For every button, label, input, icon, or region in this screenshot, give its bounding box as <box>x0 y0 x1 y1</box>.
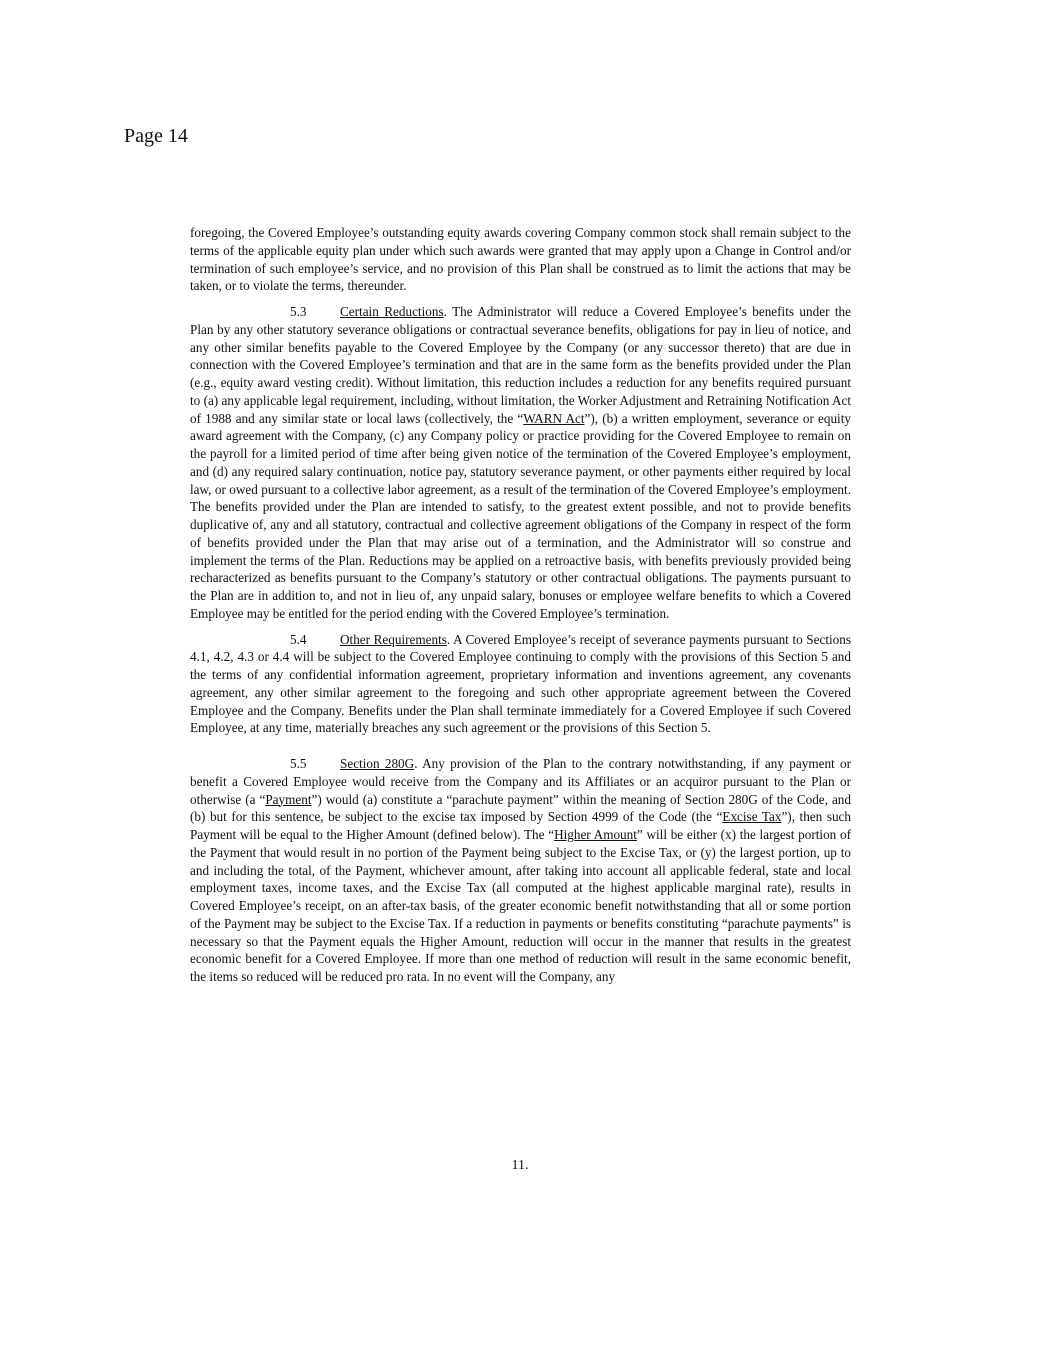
defined-term: Payment <box>265 791 312 807</box>
section-title: Other Requirements <box>340 631 447 647</box>
section-number: 5.4 <box>290 631 307 647</box>
section-text: ”) would (a) constitute a “parachute payment” within the meaning of Section 280G of the Code, and (b) but for this sentence, be subject to the excise tax imposed by Section 4999 of the Code (the “ <box>190 791 851 825</box>
document-body <box>190 224 851 994</box>
section-number: 5.5 <box>290 756 307 771</box>
defined-term: WARN Act <box>523 410 585 426</box>
section-5-4 <box>190 631 851 738</box>
section-text: ”), then such Payment will be equal to the Higher Amount (defined below). The “ <box>190 809 851 842</box>
section-text: . The Administrator will reduce a Covered Employee’s benefits under the Plan by any other statutory severance obligations or contractual severance benefits, obligations for pay in lieu of notice, and any other similar benefits payable to the Covered Employee by the Company (or any successor thereto) that are due in connection with the Covered Employee’s termination and that are in the same form as the benefits provided under the Plan (e.g., equity award vesting credit). Without limitation, this reduction includes a reduction for any benefits required pursuant to (a) any applicable legal requirement, including, without limitation, the Worker Adjustment and Retraining Notification Act of 1988 and any similar state or local laws (collectively, the “ <box>190 304 851 426</box>
section-text: ”), (b) a written employment, severance or equity award agreement with the Company, (c) any Company policy or practice providing for the Covered Employee to remain on the payroll for a limited period of time after being given notice of the termination of the Covered Employee’s employment, and (d) any required salary continuation, notice pay, statutory severance payment, or other payments either required by local law, or owed pursuant to a collective labor agreement, as a result of the termination of the Covered Employee’s employment. The benefits provided under the Plan are intended to satisfy, to the greatest extent possible, and not to provide benefits duplicative of, any and all statutory, contractual and collective agreement obligations of the Company in respect of the form of benefits provided under the Plan that may arise out of a termination, and the Administrator will so construe and implement the terms of the Plan. Reductions may be applied on a retroactive basis, with benefits previously provided being recharacterized as benefits pursuant to the Company’s statutory or other contractual obligations. The payments pursuant to the Plan are in addition to, and not in lieu of, any unpaid salary, bonuses or employee welfare benefits to which a Covered Employee may be entitled for the period ending with the Covered Employee’s termination. <box>190 410 851 621</box>
defined-term: Excise Tax <box>722 809 782 825</box>
section-title: Certain Reductions <box>340 304 444 319</box>
section-5-3 <box>190 303 851 623</box>
section-text: ” will be either (x) the largest portion of the Payment that would result in no portion of the Payment being subject to the Excise Tax, or (y) the largest portion, up to and including the total, of the Payment, whichever amount, after taking into account all applicable federal, state and local employment taxes, income taxes, and the Excise Tax (all computed at the highest applicable marginal rate), results in Covered Employee’s receipt, on an after-tax basis, of the greater economic benefit notwithstanding that all or some portion of the Payment may be subject to the Excise Tax. If a reduction in payments or benefits constituting “parachute payments” is necessary so that the Payment equals the Higher Amount, reduction will occur in the manner that results in the greatest economic benefit for a Covered Employee. If more than one method of reduction will result in the same economic benefit, the items so reduced will be reduced pro rata. In no event will the Company, any <box>190 827 851 984</box>
defined-term: Higher Amount <box>554 827 637 842</box>
section-text: . A Covered Employee’s receipt of severance payments pursuant to Sections 4.1, 4.2, 4.3 or 4.4 will be subject to the Covered Employee continuing to comply with the provisions of this Section 5 and the terms of any confidential information agreement, proprietary information and inventions agreement, any covenants agreement, any other similar agreement to the foregoing and such other appropriate agreement between the Covered Employee and the Company. Benefits under the Plan shall terminate immediately for a Covered Employee if such Covered Employee, at any time, materially breaches any such agreement or the provisions of this Section 5. <box>190 631 851 736</box>
section-number: 5.3 <box>290 304 307 319</box>
section-5-5 <box>190 755 851 986</box>
page-number-footer: 11. <box>511 1158 529 1173</box>
lead-paragraph: foregoing, the Covered Employee’s outstanding equity awards covering Company common stock shall remain subject to the terms of the applicable equity plan under which such awards were granted that may apply upon a Change in Control and/or termination of such employee’s service, and no provision of this Plan shall be construed as to limit the actions that may be taken, or to violate the terms, thereunder. <box>190 225 851 294</box>
section-text: . Any provision of the Plan to the contrary notwithstanding, if any payment or benefit a Covered Employee would receive from the Company and its Affiliates or an acquiror pursuant to the Plan or otherwise (a “ <box>190 756 851 807</box>
section-title: Section 280G <box>340 756 415 771</box>
page-label: Page 14 <box>124 125 188 147</box>
